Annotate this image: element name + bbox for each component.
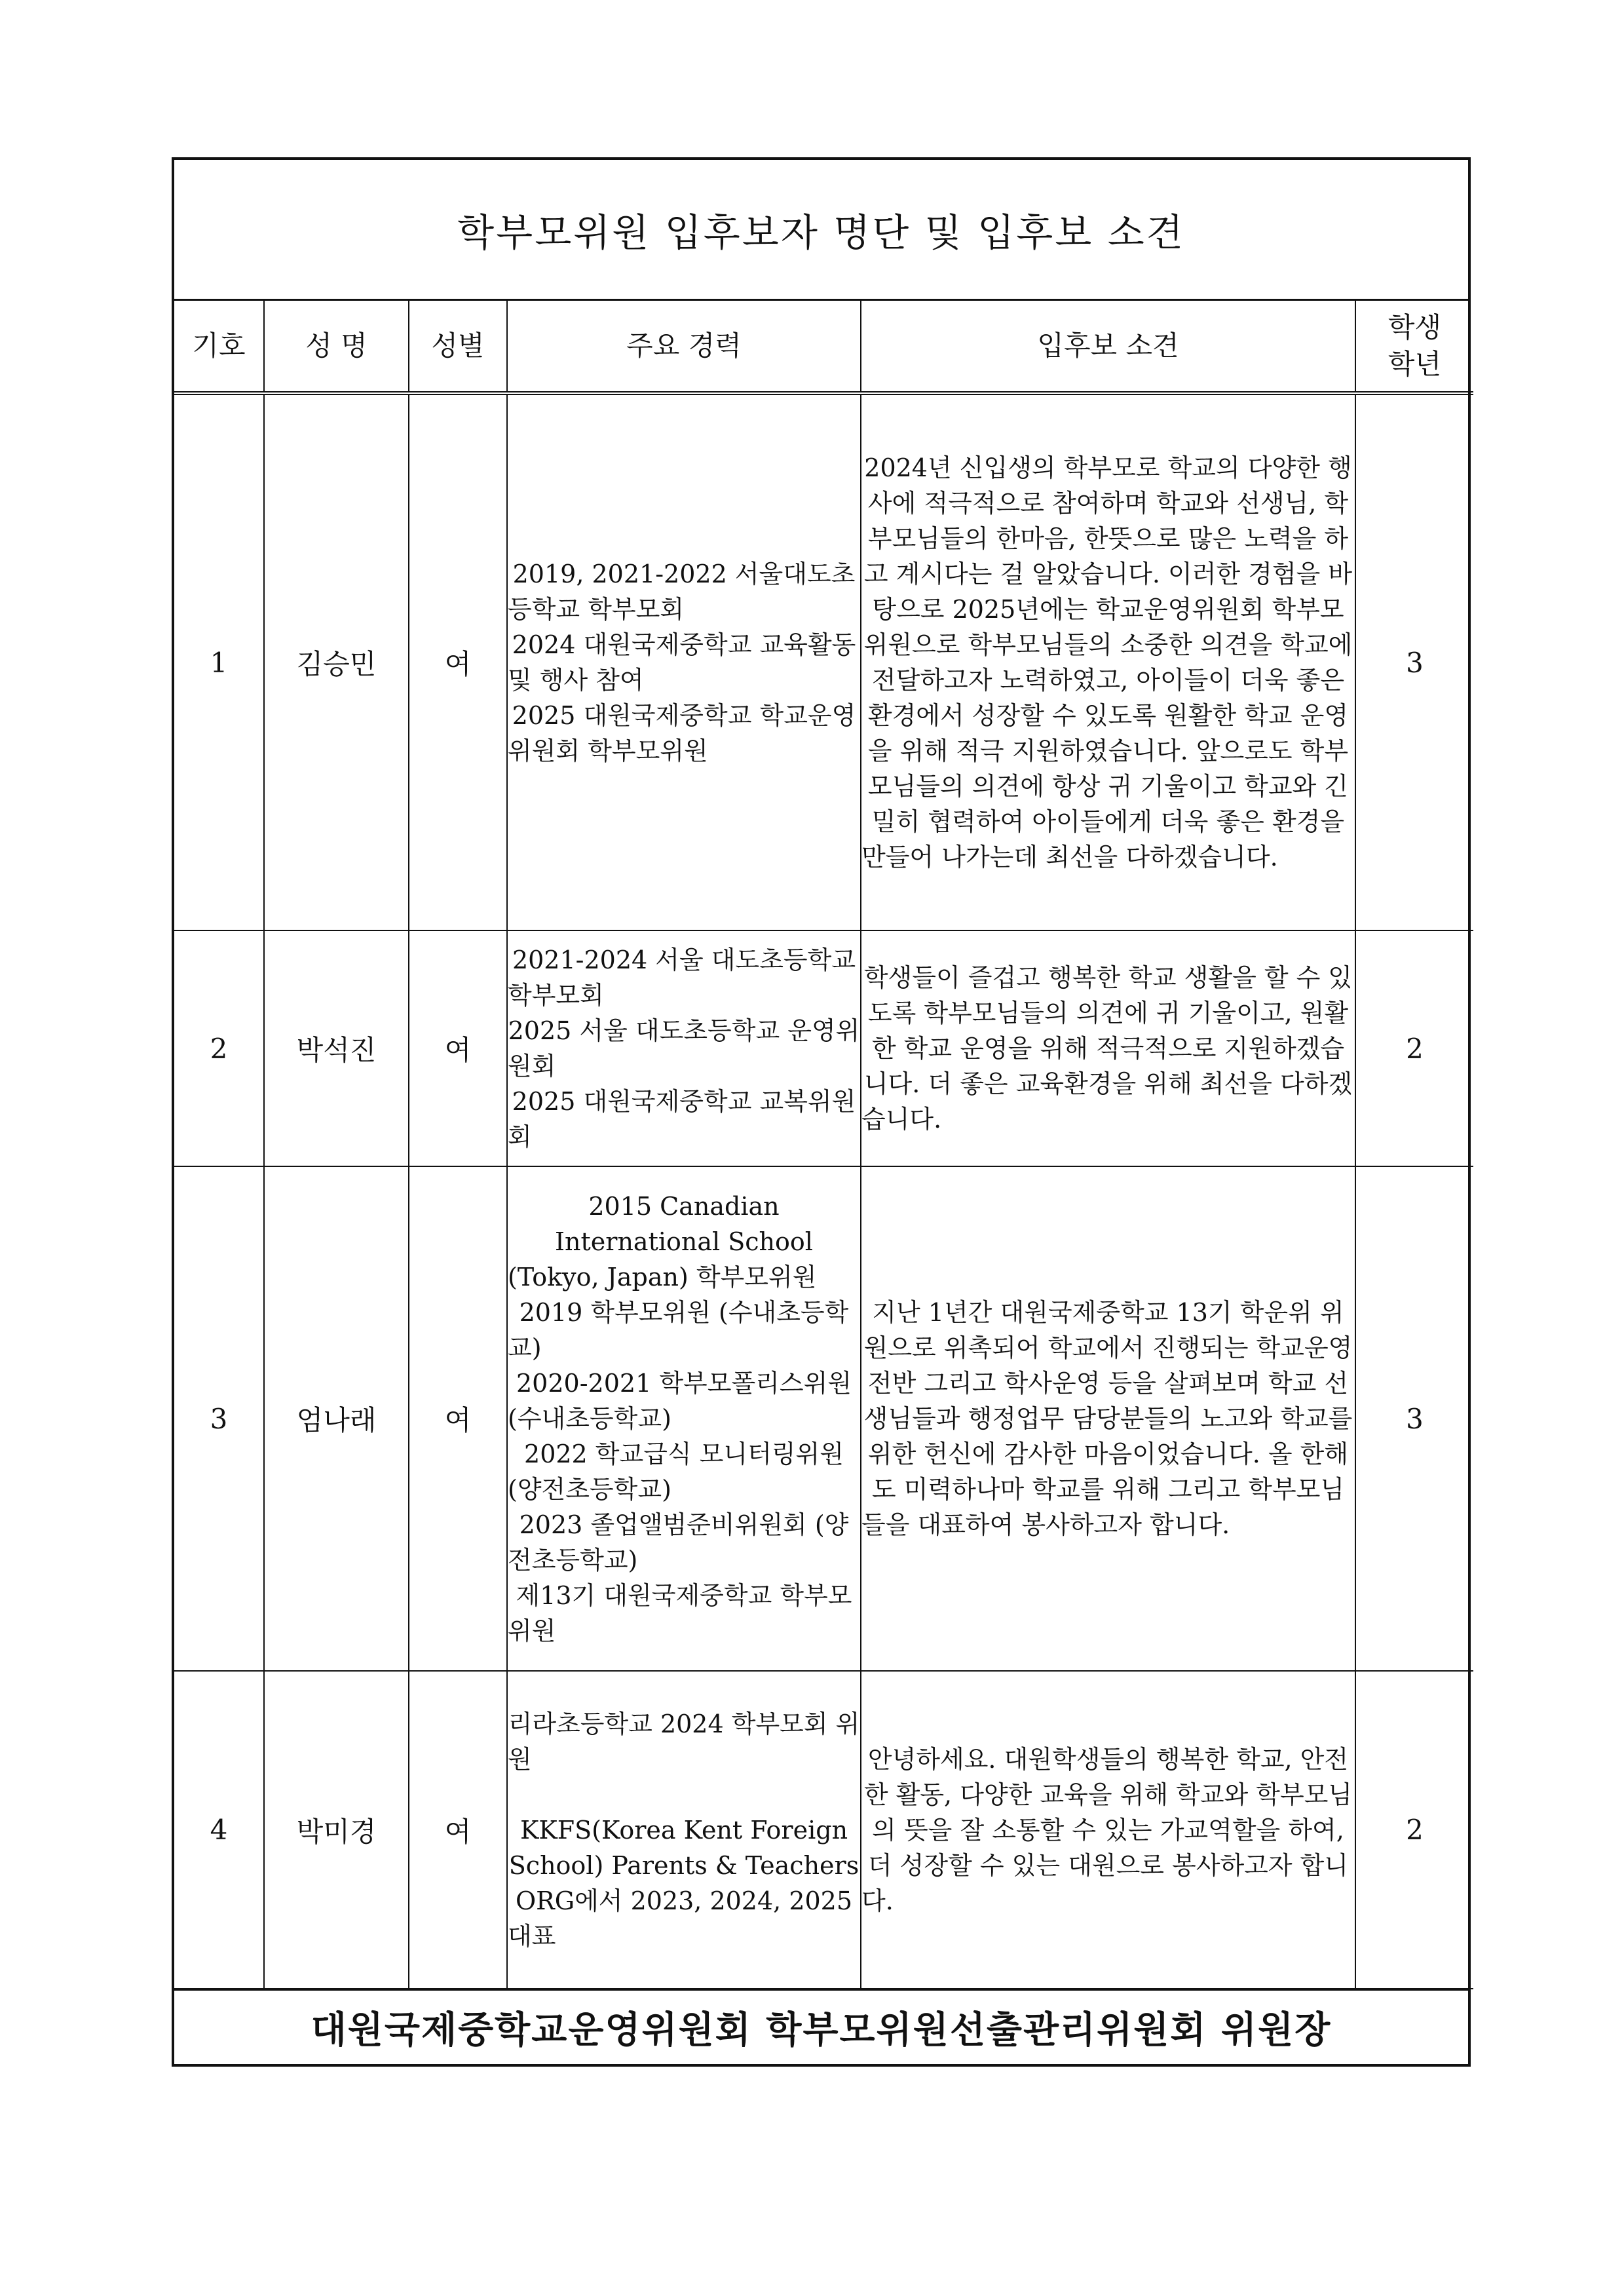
signatory-line: 대원국제중학교운영위원회 학부모위원선출관리위원회 위원장 — [311, 2008, 1332, 2052]
row-gender: 여 — [409, 1671, 507, 1989]
candidate-table-frame — [172, 157, 1471, 2067]
header-statement: 입후보 소견 — [861, 301, 1355, 393]
row-name: 박석진 — [264, 930, 409, 1166]
table-row — [174, 1166, 1473, 1671]
table-row — [174, 393, 1473, 930]
row-grade: 3 — [1355, 1166, 1473, 1671]
row-statement: 안녕하세요. 대원학생들의 행복한 학교, 안전한 활동, 다양한 교육을 위해 학교와 학부모님의 뜻을 잘 소통할 수 있는 가교역할을 하여, 더 성장할 수 있는 대원으로 봉사하고자 합니다. — [861, 1671, 1355, 1989]
row-name: 박미경 — [264, 1671, 409, 1989]
row-statement: 학생들이 즐겁고 행복한 학교 생활을 할 수 있도록 학부모님들의 의견에 귀 기울이고, 원활한 학교 운영을 위해 적극적으로 지원하겠습니다. 더 좋은 교육환경을 위해 최선을 다하겠습니다. — [861, 930, 1355, 1166]
row-no: 4 — [174, 1671, 264, 1989]
row-no: 1 — [174, 393, 264, 930]
document-title: 학부모위원 입후보자 명단 및 입후보 소견 — [457, 210, 1185, 255]
row-name: 김승민 — [264, 393, 409, 930]
table-row — [174, 930, 1473, 1166]
row-gender: 여 — [409, 1166, 507, 1671]
footer-row — [174, 1989, 1468, 2064]
row-career: 2021-2024 서울 대도초등학교 학부모회 2025 서울 대도초등학교 운영위원회 2025 대원국제중학교 교복위원회 — [507, 930, 861, 1166]
row-grade: 3 — [1355, 393, 1473, 930]
header-name: 성 명 — [264, 301, 409, 393]
table-header-row — [174, 301, 1473, 393]
title-row — [174, 160, 1468, 301]
header-no: 기호 — [174, 301, 264, 393]
header-grade: 학생 학년 — [1355, 301, 1473, 393]
row-gender: 여 — [409, 393, 507, 930]
row-statement: 지난 1년간 대원국제중학교 13기 학운위 위원으로 위촉되어 학교에서 진행되는 학교운영전반 그리고 학사운영 등을 살펴보며 학교 선생님들과 행정업무 담당분들의 노고와 학교를 위한 헌신에 감사한 마음이었습니다. 올 한해도 미력하나마 학교를 위해 그리고 학부모님들을 대표하여 봉사하고자 합니다. — [861, 1166, 1355, 1671]
row-no: 2 — [174, 930, 264, 1166]
candidate-table — [174, 301, 1473, 1989]
row-gender: 여 — [409, 930, 507, 1166]
row-statement: 2024년 신입생의 학부모로 학교의 다양한 행사에 적극적으로 참여하며 학교와 선생님, 학부모님들의 한마음, 한뜻으로 많은 노력을 하고 계시다는 걸 알았습니다. 이러한 경험을 바탕으로 2025년에는 학교운영위원회 학부모 위원으로 학부모님들의 소중한 의견을 학교에 전달하고자 노력하였고, 아이들이 더욱 좋은 환경에서 성장할 수 있도록 원활한 학교 운영을 위해 적극 지원하였습니다. 앞으로도 학부모님들의 의견에 항상 귀 기울이고 학교와 긴밀히 협력하여 아이들에게 더욱 좋은 환경을 만들어 나가는데 최선을 다하겠습니다. — [861, 393, 1355, 930]
header-gender: 성별 — [409, 301, 507, 393]
row-career: 리라초등학교 2024 학부모회 위원 KKFS(Korea Kent Foreign School) Parents & Teachers ORG에서 2023, 2024, 2025 대표 — [507, 1671, 861, 1989]
row-grade: 2 — [1355, 930, 1473, 1166]
table-row — [174, 1671, 1473, 1989]
row-grade: 2 — [1355, 1671, 1473, 1989]
row-career: 2015 Canadian International School (Tokyo, Japan) 학부모위원 2019 학부모위원 (수내초등학교) 2020-2021 학부모폴리스위원(수내초등학교) 2022 학교급식 모니터링위원(양전초등학교) 2023 졸업앨범준비위원회 (양전초등학교) 제13기 대원국제중학교 학부모위원 — [507, 1166, 861, 1671]
row-no: 3 — [174, 1166, 264, 1671]
row-career: 2019, 2021-2022 서울대도초등학교 학부모회 2024 대원국제중학교 교육활동 및 행사 참여 2025 대원국제중학교 학교운영위원회 학부모위원 — [507, 393, 861, 930]
row-name: 엄나래 — [264, 1166, 409, 1671]
header-career: 주요 경력 — [507, 301, 861, 393]
